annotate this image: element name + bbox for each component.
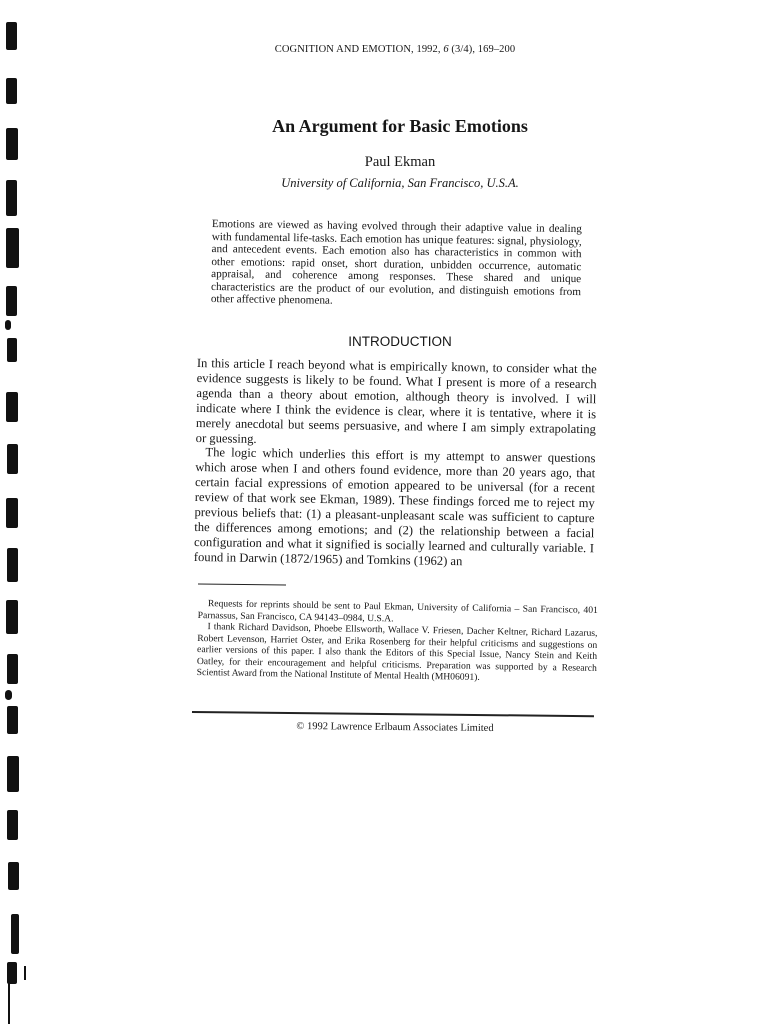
- bottom-rule: [192, 711, 594, 717]
- binding-hole: [7, 810, 18, 840]
- journal-issue-pages: (3/4), 169–200: [451, 44, 516, 55]
- binding-hole: [6, 286, 17, 316]
- binding-hole: [6, 498, 18, 528]
- binding-holes: [0, 0, 40, 1024]
- body-text: [194, 356, 597, 571]
- binding-hole: [8, 862, 19, 890]
- article-title: An Argument for Basic Emotions: [272, 116, 528, 136]
- journal-volume: 6: [443, 44, 449, 55]
- copyright-line: © 1992 Lawrence Erlbaum Associates Limited: [296, 720, 494, 735]
- binding-hole: [7, 548, 18, 582]
- binding-hole: [6, 228, 19, 268]
- binding-hole: [6, 78, 17, 104]
- footnotes: [197, 598, 598, 685]
- body-paragraph: The logic which underlies this effort is my attempt to answer questions which arose when I and others found evidence, more than 20 years ago, that certain facial expressions of emotion appeared to be universal (for a recent review of that work see Ekman, 1989). These findings forced me to reject my previous beliefs that: (1) a pleasant-unpleasant scale was sufficient to capture the differences among emotions; and (2) the relationship between a facial configuration and what it signified is socially learned and culturally variable. I found in Darwin (1872/1965) and Tomkins (1962) an: [193, 445, 596, 568]
- footnote-reprints: Requests for reprints should be sent to Paul Ekman, University of California – San Francisco, 401 Parnassus, San Francisco, CA 94143–0984, U.S.A.: [197, 598, 598, 624]
- binding-hole: [6, 180, 17, 216]
- binding-edge: [8, 970, 10, 1024]
- author-affiliation: University of California, San Francisco, U.S.A.: [281, 176, 519, 190]
- body-paragraph: In this article I reach beyond what is empirically known, to consider what the evidence suggests is likely to be found. What I present is more of a research agenda than a theory about emotion, although theory is involved. I will indicate where I think the evidence is clear, where it is tentative, where it is merely anecdotal but seems persuasive, and where I am simply extrapolating or guessing.: [195, 356, 597, 446]
- abstract: Emotions are viewed as having evolved through their adaptive value in dealing with fundamental life-tasks. Each emotion has unique features: signal, physiology, and antecedent events. Each emotion also has characteristics in common with other emotions: rapid onset, short duration, unbidden occurrence, automatic appraisal, and coherence among responses. These shared and unique characteristics are the product of our evolution, and distinguish emotions from other affective phenomena.: [210, 218, 582, 307]
- journal-name: COGNITION AND EMOTION, 1992,: [274, 44, 441, 55]
- binding-hole: [7, 654, 18, 684]
- binding-hole: [7, 756, 19, 792]
- footnote-rule: [198, 584, 286, 586]
- binding-hole: [7, 444, 18, 474]
- binding-hole: [6, 22, 17, 50]
- binding-hole: [7, 338, 17, 362]
- section-heading: INTRODUCTION: [348, 334, 452, 349]
- running-head: [230, 44, 560, 55]
- binding-hole: [5, 690, 12, 700]
- author-name: Paul Ekman: [364, 154, 436, 170]
- binding-hole: [11, 914, 19, 954]
- binding-hole: [6, 128, 18, 160]
- footnote-acknowledgements: I thank Richard Davidson, Phoebe Ellsworth, Wallace V. Friesen, Dacher Keltner, Richard Lazarus, Robert Levenson, Harriet Oster, and Erika Rosenberg for their helpful criticisms and suggestions on earlier versions of this paper. I also thank the Editors of this Special Issue, Nancy Stein and Keith Oatley, for their encouragement and helpful criticisms. Preparation was supported by a Research Scientist Award from the National Institute of Mental Health (MH06091).: [196, 621, 598, 683]
- binding-hole: [6, 600, 18, 634]
- binding-hole: [7, 706, 18, 734]
- binding-hole: [6, 392, 18, 422]
- binding-edge: [24, 966, 26, 980]
- binding-hole: [5, 320, 11, 330]
